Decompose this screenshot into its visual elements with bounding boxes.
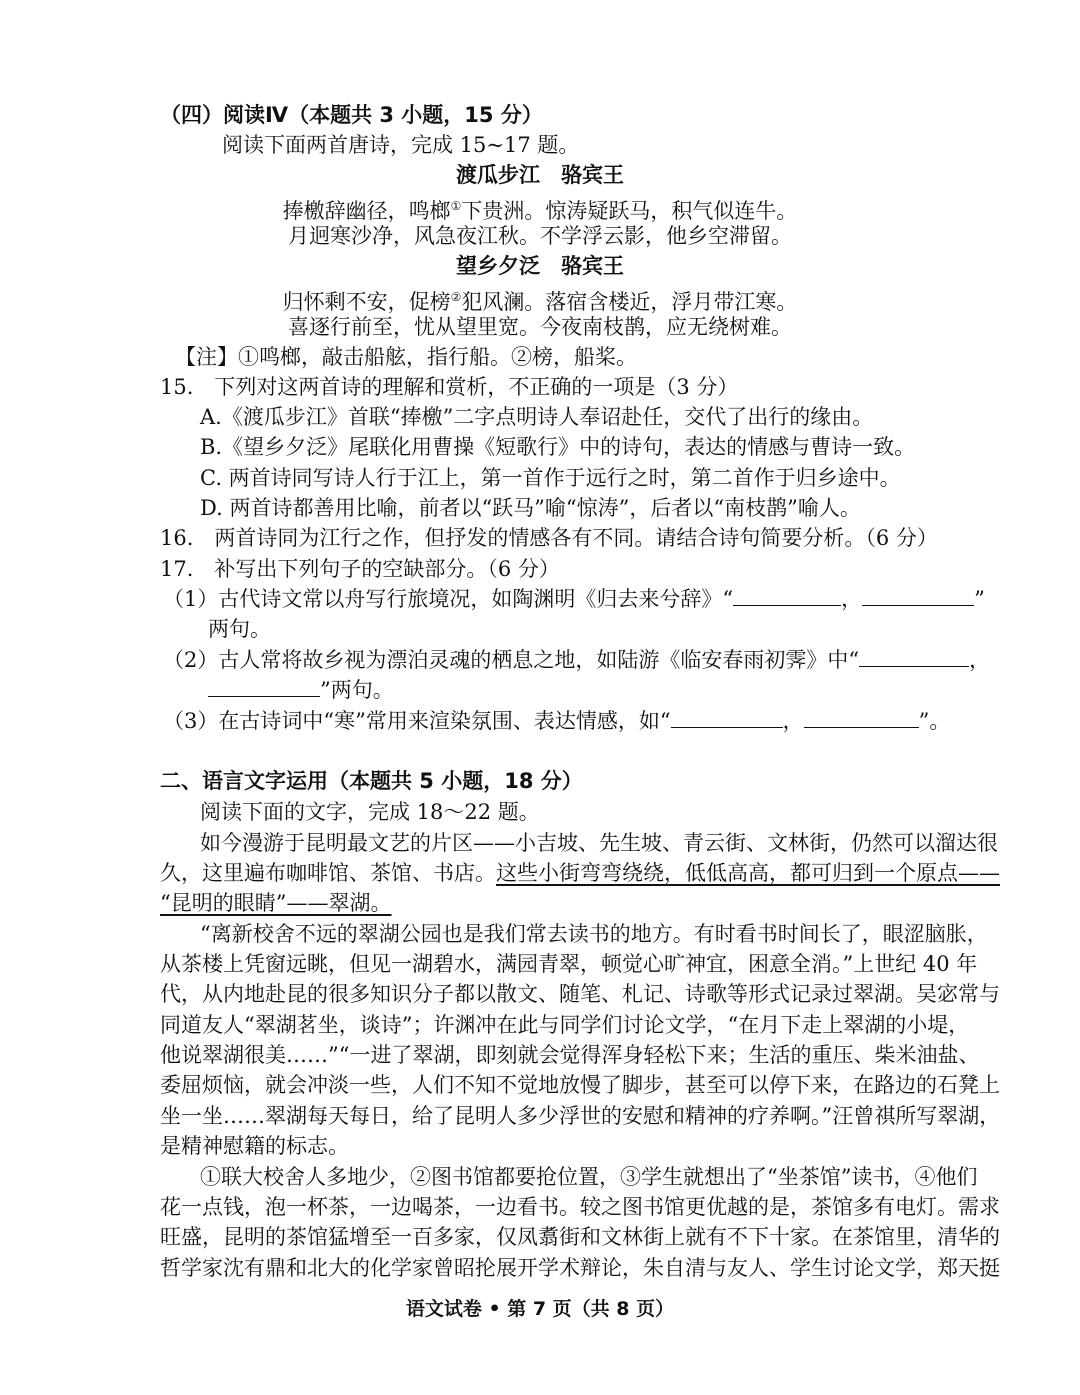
passage-p3-line4: 哲学家沈有鼎和北大的化学家曾昭抡展开学术辩论，朱自清与友人、学生讨论文学，郑天挺 [160, 1256, 1000, 1280]
q17-item-1-text: （1）古代诗文常以舟写行旅境况，如陶渊明《归去来兮辞》“ [163, 587, 734, 611]
poem-note: 【注】①鸣榔，敲击船舷，指行船。②榜，船桨。 [175, 345, 637, 369]
section-header: （四）阅读Ⅳ（本题共 3 小题，15 分） [160, 103, 543, 127]
poem1-line2: 月迥寒沙净，风急夜江秋。不学浮云影，他乡空滞留。 [288, 224, 792, 248]
passage-p2-line5: 他说翠湖很美……”“一进了翠湖，即刻就会觉得浑身轻松下来；生活的重压、柴米油盐、 [160, 1043, 980, 1067]
passage-p2-line2: 从茶楼上凭窗远眺，但见一湖碧水，满园青翠，顿觉心旷神宜，困意全消。”上世纪 40 年 [160, 952, 978, 976]
question-15: 15. 下列对这两首诗的理解和赏析，不正确的一项是（3 分） [160, 375, 739, 399]
part2-header: 二、语言文字运用（本题共 5 小题，18 分） [160, 769, 583, 793]
blank-comma: ， [841, 587, 863, 611]
answer-blank[interactable] [862, 585, 974, 606]
q15-option-d: D. 两首诗都善用比喻，前者以“跃马”喻“惊涛”，后者以“南枝鹊”喻人。 [200, 496, 861, 520]
footnote-marker-1: ① [450, 199, 462, 213]
answer-blank[interactable] [671, 707, 783, 728]
passage-p2-line1: “离新校舍不远的翠湖公园也是我们常去读书的地方。有时看书时间长了，眼涩脑胀， [200, 922, 988, 946]
poem2-line1-b: 犯风澜。落宿含楼近，浮月带江寒。 [461, 290, 798, 314]
part2-intro: 阅读下面的文字，完成 18～22 题。 [200, 800, 540, 824]
passage-p2-line8: 是精神慰籍的标志。 [160, 1134, 349, 1158]
q15-option-c: C. 两首诗同写诗人行于江上，第一首作于远行之时，第二首作于归乡途中。 [200, 466, 901, 490]
passage-p3-line1: ①联大校舍人多地少，②图书馆都要抢位置，③学生就想出了“坐茶馆”读书，④他们 [200, 1165, 978, 1189]
poem2-title: 望乡夕泛 骆宾王 [456, 254, 624, 278]
q17-item-2-cont [208, 675, 394, 705]
q17-item-2 [163, 645, 990, 675]
q17-item-1-cont: 两句。 [208, 617, 271, 641]
q17-item-3-text: （3）在古诗词中“寒”常用来渲染氛围、表达情感，如“ [163, 709, 671, 733]
q17-item-1 [163, 584, 985, 614]
q17-item-3-end: ”。 [918, 709, 951, 733]
passage-p2-line7: 坐一坐……翠湖每天每日，给了昆明人多少浮世的安慰和精神的疗养啊。”汪曾祺所写翠湖， [160, 1104, 1001, 1128]
answer-blank[interactable] [859, 646, 969, 667]
section-intro: 阅读下面两首唐诗，完成 15~17 题。 [222, 133, 580, 157]
q15-option-b: B.《望乡夕泛》尾联化用曹操《短歌行》中的诗句，表达的情感与曹诗一致。 [200, 435, 916, 459]
passage-p1-line2 [160, 858, 1000, 888]
q15-option-a: A.《渡瓜步江》首联“捧檄”二字点明诗人奉诏赴任，交代了出行的缘由。 [200, 405, 874, 429]
passage-p1-line1: 如今漫游于昆明最文艺的片区——小吉坡、先生坡、青云街、文林街，仍然可以溜达很 [200, 831, 998, 855]
page-footer: 语文试卷 • 第 7 页（共 8 页） [405, 1298, 675, 1320]
passage-p2-line4: 同道友人“翠湖茗坐，谈诗”；许渊冲在此与同学们讨论文学，“在月下走上翠湖的小堤， [160, 1013, 970, 1037]
poem1-line1-b: 下贵洲。惊涛疑跃马，积气似连牛。 [461, 199, 798, 223]
poem1-line1-a: 捧檄辞幽径，鸣榔 [282, 199, 451, 223]
answer-blank[interactable] [804, 707, 919, 728]
answer-blank[interactable] [208, 676, 320, 697]
underlined-sentence-cont: “昆明的眼睛”——翠湖。 [160, 891, 392, 915]
answer-blank[interactable] [733, 585, 841, 606]
question-17: 17. 补写出下列句子的空缺部分。（6 分） [160, 557, 560, 581]
blank-comma: ， [782, 709, 804, 733]
passage-p3-line3: 旺盛，昆明的茶馆猛增至一百多家，仅凤翥街和文林街上就有不下十家。在茶馆里，清华的 [160, 1225, 1000, 1249]
poem2-line1-a: 归怀剩不安，促榜 [282, 290, 451, 314]
footnote-marker-2: ② [450, 290, 462, 304]
question-16: 16. 两首诗同为江行之作，但抒发的情感各有不同。请结合诗句简要分析。（6 分） [160, 526, 938, 550]
q17-item-2-end: ”两句。 [320, 678, 394, 702]
passage-p2-line3: 代，从内地赴昆的很多知识分子都以散文、随笔、札记、诗歌等形式记录过翠湖。吴宓常与 [160, 982, 1000, 1006]
q17-item-3 [163, 706, 950, 736]
passage-p1-line3 [160, 888, 391, 918]
q17-item-2-text: （2）古人常将故乡视为漂泊灵魂的栖息之地，如陆游《临安春雨初霁》中“ [163, 648, 860, 672]
blank-comma: ， [969, 648, 991, 672]
poem1-title: 渡瓜步江 骆宾王 [456, 163, 624, 187]
underlined-sentence: 这些小街弯弯绕绕，低低高高，都可归到一个原点—— [496, 861, 1000, 885]
passage-p2-line6: 委屈烦恼，就会冲淡一些，人们不知不觉地放慢了脚步，甚至可以停下来，在路边的石凳上 [160, 1073, 1000, 1097]
closing-quote: ” [974, 587, 985, 611]
passage-p3-line2: 花一点钱，泡一杯茶，一边喝茶，一边看书。较之图书馆更优越的是，茶馆多有电灯。需求 [160, 1195, 1000, 1219]
poem2-line2: 喜逐行前至，忧从望里宽。今夜南枝鹊，应无绕树难。 [288, 315, 792, 339]
passage-p1-line2-text: 久，这里遍布咖啡馆、茶馆、书店。 [160, 861, 496, 885]
